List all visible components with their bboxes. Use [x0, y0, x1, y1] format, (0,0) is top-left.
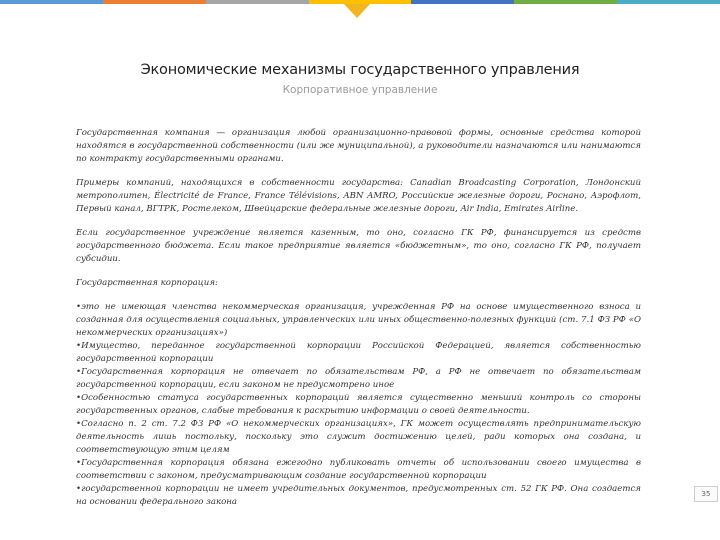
bullet-item: •Особенностью статуса государственных корпораций является существенно меньший контроль со стороны государственных органов, слабые требования к раскрытию информации о своей деятельности.	[76, 393, 641, 416]
top-bar-segment	[0, 0, 103, 4]
bullet-item: •Государственная корпорация обязана ежегодно публиковать отчеты об использовании своего имущества в соответствии с законом, предусматривающим создание государственной корпорации	[76, 458, 641, 481]
corporation-bullet-list	[76, 301, 641, 509]
bullet-item: •Имущество, переданное государственной корпорации Российской Федерацией, является собственностью государственной корпорации	[76, 341, 641, 364]
bullet-item: •Государственная корпорация не отвечает по обязательствам РФ, а РФ не отвечает по обязательствам государственной корпорации, если законом не предусмотрено иное	[76, 367, 641, 390]
top-bar-segment	[103, 0, 206, 4]
top-bar-segment	[206, 0, 309, 4]
bullet-item: •государственной корпорации не имеет учредительных документов, предусмотренных ст. 52 ГК РФ. Она создается на основании федерального закона	[76, 484, 641, 507]
top-bar-segment	[411, 0, 514, 4]
paragraph-corporation-heading: Государственная корпорация:	[76, 278, 218, 288]
page-number: 35	[694, 486, 718, 502]
slide-title: Экономические механизмы государственного управления	[140, 62, 580, 78]
slide-body	[76, 127, 641, 509]
top-bar-segment	[617, 0, 720, 4]
paragraph-financing: Если государственное учреждение является казенным, то оно, согласно ГК РФ, финансируется из средств государственного бюджета. Если такое предприятие является «бюджетным», то оно, согласно ГК РФ, получает субсидии.	[76, 228, 641, 264]
bullet-item: •Согласно п. 2 ст. 7.2 ФЗ РФ «О некоммерческих организациях», ГК может осуществлять предпринимательскую деятельность лишь постольку, поскольку это служит достижению целей, ради которых она создана, и соответствующую этим целям	[76, 419, 641, 455]
top-bar-segment	[514, 0, 617, 4]
paragraph-examples: Примеры компаний, находящихся в собственности государства: Canadian Broadcasting Corporation, Лондонский метрополитен, Électricité de France, France Télévisions, ABN AMRO, Российские железные дороги, Роснано, Аэрофлот, Первый канал, ВГТРК, Ростелеком, Швейцарские федеральные железные дороги, Air India, Emirates Airline.	[76, 178, 641, 214]
slide-subtitle: Корпоративное управление	[282, 84, 438, 96]
top-notch-marker	[344, 4, 370, 18]
bullet-item: •это не имеющая членства некоммерческая организация, учрежденная РФ на основе имущественного взноса и созданная для осуществления социальных, управленческих или иных общественно-полезных функций (ст. 7.1 ФЗ РФ «О некоммерческих организациях»)	[76, 302, 641, 338]
paragraph-definition: Государственная компания — организация любой организационно-правовой формы, основные средства которой находятся в государственной собственности (или же муниципальной), а руководители назначаются или нанимаются по контракту государственными органами.	[76, 128, 641, 164]
